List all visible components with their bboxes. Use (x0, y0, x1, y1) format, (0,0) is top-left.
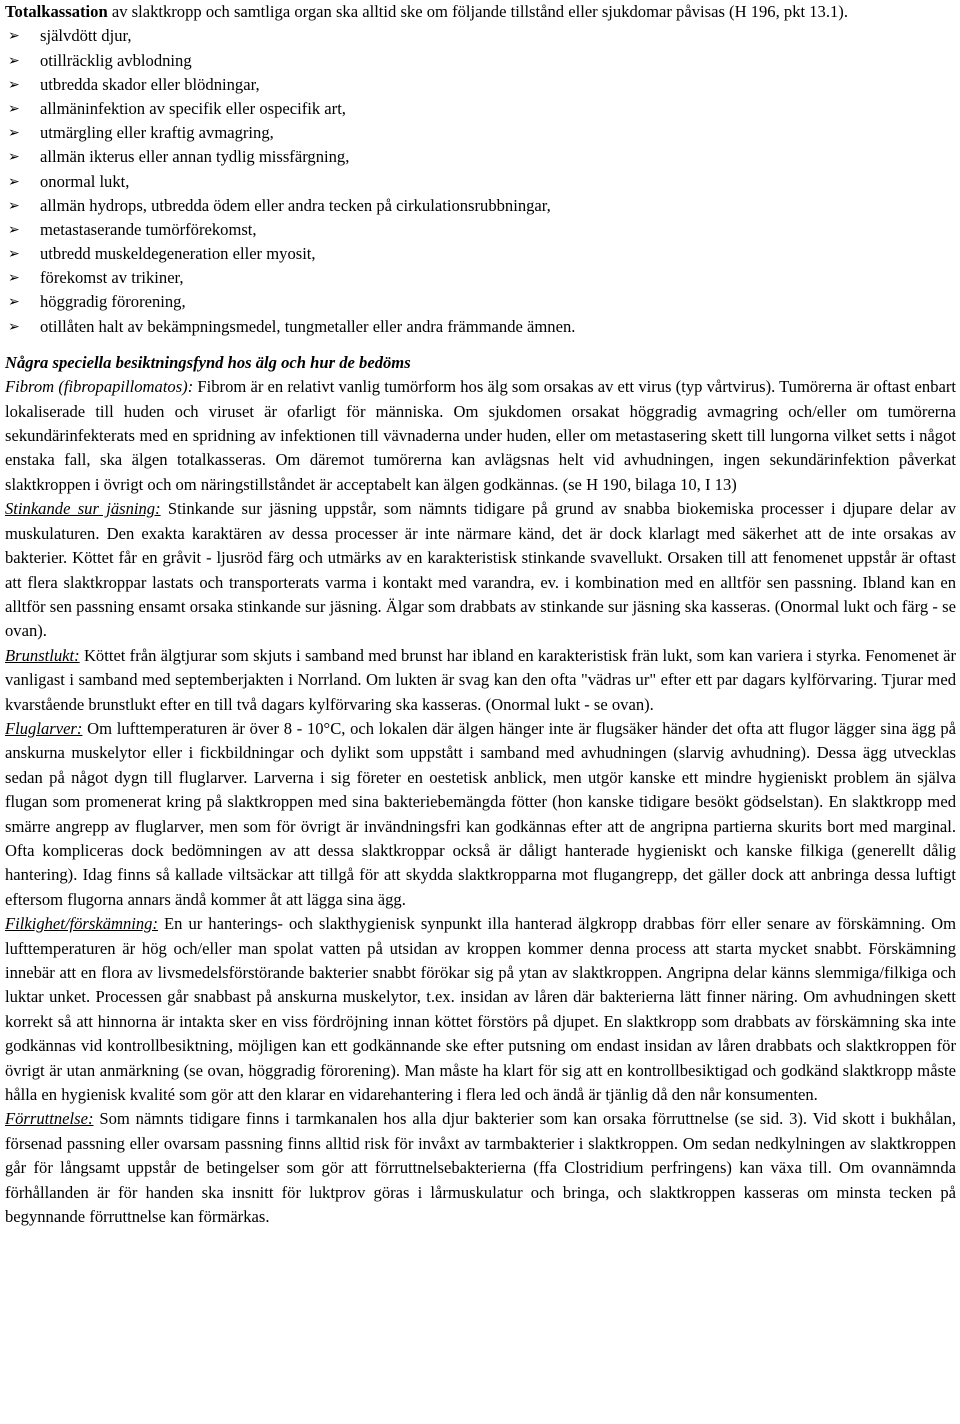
paragraph-text: Om lufttemperaturen är över 8 - 10°C, och lokalen där älgen hänger inte är flugsäker händer det ofta att flugor lägger sina ägg på anskurna muskelytor eller i fickbildningar och dylikt som uppstått i samband med avhudningen (slarvig avhudning). Dessa ägg utvecklas sedan på något dygn till fluglarver. Larverna i sig företer en oestetisk anblick, men utgör kanske ett mindre hygieniskt problem än själva flugan som promenerat kring på slaktkroppen med sina bakteriebemängda fötter (hon kanske tidigare besökt gödselstan). En slaktkropp med smärre angrepp av fluglarver, men som för övrigt är invändningsfri kan godkännas efter att de angripna partierna skurits bort med marginal. Ofta kompliceras dock bedömningen av att dessa slaktkroppar också är dåligt hanterade hygieniskt och kanske filkiga (generellt dålig hantering). Idag finns så kallade viltsäckar att tillgå för att skydda slaktkropparna mot flugangrepp, det gäller dock att anbringa dessa luftigt eftersom flugorna annars ändå kommer åt att lägga sina ägg. (5, 718, 956, 909)
list-item-text: utbredda skador eller blödningar, (40, 74, 260, 94)
term-forruttnelse: Förruttnelse: (5, 1109, 94, 1129)
paragraph-filkighet (5, 912, 956, 1107)
list-item-text: utmärgling eller kraftig avmagring, (40, 123, 274, 143)
arrowhead-bullet-icon: ➢ (8, 197, 20, 214)
paragraph-text: Som nämnts tidigare finns i tarmkanalen hos alla djur bakterier som kan orsaka förruttnelse (se sid. 3). Vid skott i bukhålan, försenad passning eller ovarsam passning finns alltid risk för invåxt av tarmbakterier i slaktkroppen. Om sedan nedkylningen av slaktkroppen går för långsamt uppstår de betingelser som gör att förruttnelsebakterierna (ffa Clostridium perfringens) kan växa till. Om ovannämnda förhållanden är för handen ska insnitt för luktprov göras i lårmuskulatur och bringa, och slaktkroppen kasseras om minsta tecken på begynnande förruttnelse kan förmärkas. (5, 1109, 956, 1227)
paragraph-text: Stinkande sur jäsning uppstår, som nämnts tidigare på grund av snabba biokemiska processer i djupare delar av muskulaturen. Den exakta karaktären av dessa processer är inte närmare känd, det är dock klarlagt med säkerhet att de inte orsakas av bakterier. Köttet får en gråvit - ljusröd färg och utmärks av en karakteristisk stinkande svavellukt. Orsaken till att fenomenet uppstår är oftast att flera slaktkroppar lastats och transporterats varma i kontakt med varandra, ev. i kombination med en alltför sen passning. Ibland kan en alltför sen passning ensamt orsaka stinkande sur jäsning. Älgar som drabbats av stinkande sur jäsning ska kasseras. (Onormal lukt och färg - se ovan). (5, 499, 956, 641)
paragraph-text: Köttet från älgtjurar som skjuts i samband med brunst har ibland en karakteristisk frän lukt, som kan variera i styrka. Fenomenet är vanligast i samband med septemberjakten i Norrland. Om lukten är svag kan den ofta "vädras ur" efter ett par dagars kylförvaring. Tjurar med kvarstående brunstlukt efter en till två dagars kylförvaring ska kasseras. (Onormal lukt - se ovan). (5, 645, 956, 714)
intro-lead: Totalkassation (5, 2, 108, 21)
list-item-text: onormal lukt, (40, 171, 130, 191)
list-item-text: allmäninfektion av specifik eller ospecifik art, (40, 98, 346, 118)
list-item (8, 170, 956, 194)
paragraph-stinkande-sur-jasning (5, 497, 956, 643)
arrowhead-bullet-icon: ➢ (8, 52, 20, 69)
list-item-text: självdött djur, (40, 26, 132, 46)
list-item (8, 194, 956, 218)
list-item (8, 24, 956, 48)
paragraph-fluglarver (5, 717, 956, 912)
intro-paragraph (5, 0, 956, 24)
list-item (8, 49, 956, 73)
paragraph-text: En ur hanterings- och slakthygienisk synpunkt illa hanterad älgkropp drabbas förr eller senare av förskämning. Om lufttemperaturen är hög och/eller man spolat vatten på utsidan av kroppen kommer denna process att starta mycket snabbt. Förskämning innebär att en flora av livsmedelsförstörande bakterier snabbt förökar sig på ytan av slaktkroppen. Angripna delar känns slemmiga/filkiga och luktar unket. Processen går snabbast på anskurna muskelytor, t.ex. insidan av låren där bakterierna lätt finner näring. Om avhudningen skett korrekt så att hinnorna är intakta sker en viss fördröjning innan köttet förstörs på djupet. En slaktkropp som drabbats av förskämning ska inte godkännas vid kontrollbesiktning, möjligen kan ett godkännande ske efter putsning om endast insidan av låren drabbats och slaktkroppen för övrigt är utan anmärkning (se ovan, höggradig förorening). Man måste ha klart för sig att en kontrollbesiktigad och godkänd slaktkropp måste hålla en hygienisk kvalité som gör att den klarar en vidarehantering i flera led och ändå är tjänlig då den når konsumenten. (5, 914, 956, 1105)
list-item (8, 121, 956, 145)
arrowhead-bullet-icon: ➢ (8, 28, 20, 45)
paragraph-forruttnelse (5, 1107, 956, 1229)
paragraph-text: Fibrom är en relativt vanlig tumörform hos älg som orsakas av ett virus (typ vårtvirus). Tumörerna är oftast enbart lokaliserade till huden och viruset är ofarligt för människa. Om sjukdomen orsakat höggradig avmagring och/eller om tumörerna sekundärinfekterats med en spridning av infektionen till vävnaderna under huden, eller om metastasering skett till lungorna vilket setts i något enstaka fall, ska älgen totalkasseras. Om däremot tumörerna kan avlägsnas helt vid avhudningen, ingen sekundärinfektion påverkat slaktkroppen i övrigt och om näringstillståndet är acceptabelt kan älgen godkännas. (se H 190, bilaga 10, I 13) (5, 377, 956, 494)
list-item-text: utbredd muskeldegeneration eller myosit, (40, 244, 316, 264)
list-item-text: allmän ikterus eller annan tydlig missfärgning, (40, 147, 350, 167)
list-item-text: metastaserande tumörförekomst, (40, 219, 257, 239)
list-item-text: allmän hydrops, utbredda ödem eller andra tecken på cirkulationsrubbningar, (40, 195, 551, 215)
paragraph-brunstlukt (5, 644, 956, 717)
term-brunstlukt: Brunstlukt: (5, 645, 80, 665)
term-filkighet: Filkighet/förskämning: (5, 914, 159, 934)
list-item (8, 266, 956, 290)
list-item-text: otillåten halt av bekämpningsmedel, tungmetaller eller andra främmande ämnen. (40, 316, 576, 336)
arrowhead-bullet-icon: ➢ (8, 100, 20, 117)
list-item (8, 242, 956, 266)
arrowhead-bullet-icon: ➢ (8, 125, 20, 142)
term-fluglarver: Fluglarver: (5, 718, 83, 738)
intro-text: av slaktkropp och samtliga organ ska alltid ske om följande tillstånd eller sjukdomar påvisas (H 196, pkt 13.1). (107, 2, 848, 21)
term-stinkande-sur-jasning: Stinkande sur jäsning: (5, 499, 161, 519)
arrowhead-bullet-icon: ➢ (8, 270, 20, 287)
section-heading: Några speciella besiktningsfynd hos älg och hur de bedöms (5, 352, 411, 372)
arrowhead-bullet-icon: ➢ (8, 221, 20, 238)
list-item (8, 290, 956, 314)
list-item (8, 145, 956, 169)
arrowhead-bullet-icon: ➢ (8, 173, 20, 190)
arrowhead-bullet-icon: ➢ (8, 294, 20, 311)
kassation-criteria-list (5, 24, 956, 338)
arrowhead-bullet-icon: ➢ (8, 149, 20, 166)
list-item (8, 97, 956, 121)
list-item-text: förekomst av trikiner, (40, 268, 184, 288)
arrowhead-bullet-icon: ➢ (8, 246, 20, 263)
list-item (8, 218, 956, 242)
list-item (8, 315, 956, 339)
term-fibrom: Fibrom (fibropapillomatos): (5, 377, 194, 397)
arrowhead-bullet-icon: ➢ (8, 318, 20, 335)
list-item-text: höggradig förorening, (40, 292, 186, 312)
list-item-text: otillräcklig avblodning (40, 50, 192, 70)
paragraph-fibrom (5, 375, 956, 497)
arrowhead-bullet-icon: ➢ (8, 76, 20, 93)
list-item (8, 73, 956, 97)
